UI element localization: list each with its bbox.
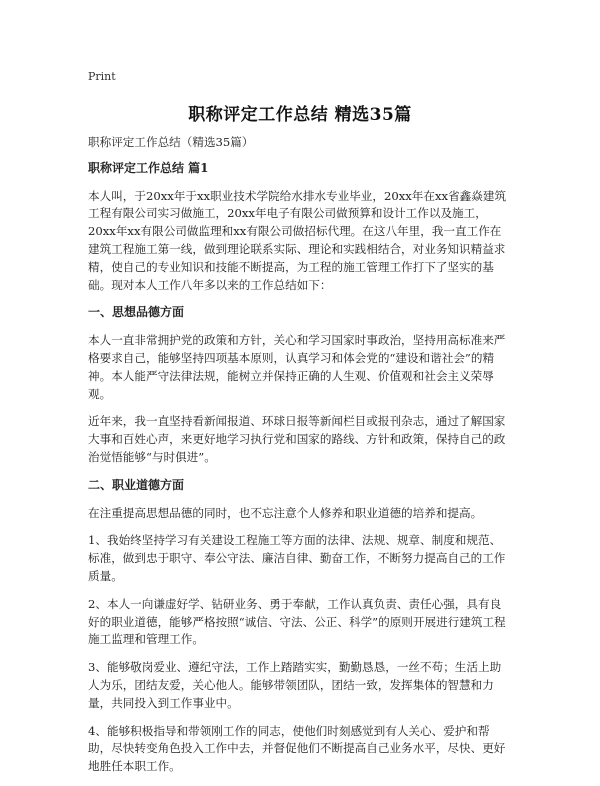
print-link[interactable]: Print [88,70,116,83]
document-title: 职称评定工作总结 精选35篇 [188,105,412,125]
document-body [88,134,512,786]
paragraph-4: 1、我始终坚持学习有关建设工程施工等方面的法律、法规、规章、制度和规范、标准，做到忠于职守、奉公守法、廉洁自律、勤奋工作，不断努力提高自己的工作质量。 [88,533,506,583]
section-heading: 职称评定工作总结 篇1 [88,160,209,175]
paragraph-2: 近年来，我一直坚持看新闻报道、环球日报等新闻栏目或报刊杂志，通过了解国家大事和百姓心声，来更好地学习执行党和国家的路线、方针和政策，保持自己的政治觉悟能够“与时俱进”。 [88,414,506,464]
document-subtitle: 职称评定工作总结（精选35篇） [88,135,254,149]
paragraph-5: 2、本人一向谦虚好学、钻研业务、勇于奉献，工作认真负责、责任心强，具有良好的职业道德，能够严格按照“诚信、守法、公正、科学”的原则开展进行建筑工程施工监理和管理工作。 [88,596,506,647]
paragraph-6: 3、能够敬岗爱业、遵纪守法，工作上踏踏实实，勤勤恳恳，一丝不苟；生活上助人为乐，团结友爱，关心他人。能够带领团队，团结一致，发挥集体的智慧和力量，共同投入到工作事业中。 [88,660,502,710]
heading-ideology: 一、思想品德方面 [88,305,185,320]
paragraph-7: 4、能够积极指导和带领刚工作的同志，使他们时刻感觉到有人关心、爱护和帮助，尽快转变角色投入工作中去，并督促他们不断提高自己业务水平，尽快、更好地胜任本职工作。 [88,723,506,774]
paragraph-intro: 本人叫，于20xx年于xx职业技术学院给水排水专业毕业，20xx年在xx省鑫焱建筑工程有限公司实习做施工，20xx年电子有限公司做预算和设计工作以及施工，20xx年xx有限公司做监理和xx有限公司做招标代理。在这八年里，我一直工作在建筑工程施工第一线，做到理论联系实际、理论和实践相结合，对业务知识精益求精，使自己的专业知识和技能不断提高，为工程的施工管理工作打下了坚实的基础。现对本人工作八年多以来的工作总结如下： [88,188,507,292]
paragraph-1: 本人一直非常拥护党的政策和方针，关心和学习国家时事政治，坚持用高标准来严格要求自己，能够坚持四项基本原则，认真学习和体会党的“建设和谐社会”的精神。本人能严守法律法规，能树立并保持正确的人生观、价值观和社会主义荣辱观。 [88,333,506,401]
paragraph-3: 在注重提高思想品德的同时，也不忘注意个人修养和职业道德的培养和提高。 [88,505,483,520]
heading-ethics: 二、职业道德方面 [88,477,185,492]
